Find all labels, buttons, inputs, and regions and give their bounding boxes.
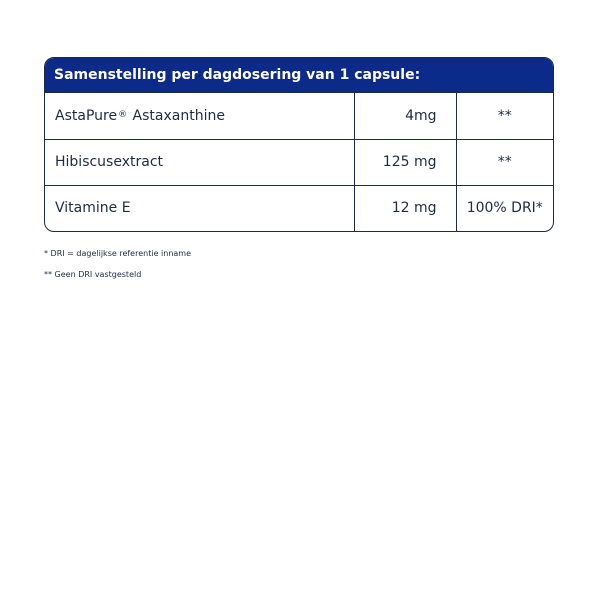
ingredient-dri: ** [456, 139, 553, 185]
table-row [45, 185, 553, 231]
registered-symbol: ® [118, 109, 128, 120]
ingredient-amount: 125 mg [354, 139, 456, 185]
composition-table [45, 93, 553, 231]
table-row [45, 93, 553, 139]
table-header: Samenstelling per dagdosering van 1 capsule: [45, 58, 553, 93]
ingredient-name-suffix: Astaxanthine [128, 107, 225, 124]
ingredient-name-cell [45, 93, 354, 139]
ingredient-dri: 100% DRI* [456, 185, 553, 231]
ingredient-amount: 4mg [354, 93, 456, 139]
ingredient-name: Hibiscusextract [45, 139, 354, 185]
footnote-dri-definition: * DRI = dagelijkse referentie inname [44, 249, 192, 258]
ingredient-dri: ** [497, 107, 512, 124]
ingredient-name: AstaPure [55, 107, 118, 124]
table-row [45, 139, 553, 185]
ingredient-amount: 12 mg [354, 185, 456, 231]
footnote-no-dri: ** Geen DRI vastgesteld [44, 270, 142, 279]
composition-table-panel [44, 57, 554, 232]
ingredient-name: Vitamine E [45, 185, 354, 231]
